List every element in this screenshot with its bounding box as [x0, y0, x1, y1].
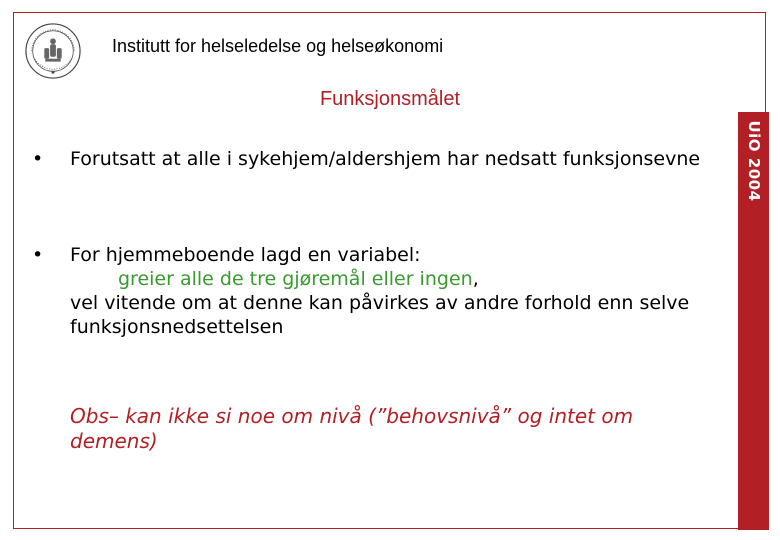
note-text: Obs– kan ikke si noe om nivå (”behovsnivå” og intet om demens)	[70, 404, 634, 453]
bullet-line: For hjemmeboende lagd en variabel:	[70, 244, 421, 266]
bullet-line: vel vitende om at denne kan påvirkes av andre forhold enn selve funksjonsnedsettelsen	[70, 292, 690, 338]
bullet-marker: •	[32, 148, 44, 170]
bullet-marker: •	[32, 244, 44, 266]
side-label: UiO 2004	[745, 120, 763, 202]
bullet-text: Forutsatt at alle i sykehjem/aldershjem har nedsatt funksjonsevne	[70, 148, 701, 170]
highlight-suffix: ,	[472, 268, 479, 290]
highlight-text: greier alle de tre gjøremål eller ingen	[118, 268, 473, 290]
bullet-body	[70, 243, 720, 339]
bullet-line-highlight	[70, 267, 720, 291]
institute-name: Institutt for helseledelse og helseøkonomi	[112, 36, 444, 56]
university-seal-icon	[24, 22, 82, 80]
slide-title: Funksjonsmålet	[319, 88, 461, 110]
